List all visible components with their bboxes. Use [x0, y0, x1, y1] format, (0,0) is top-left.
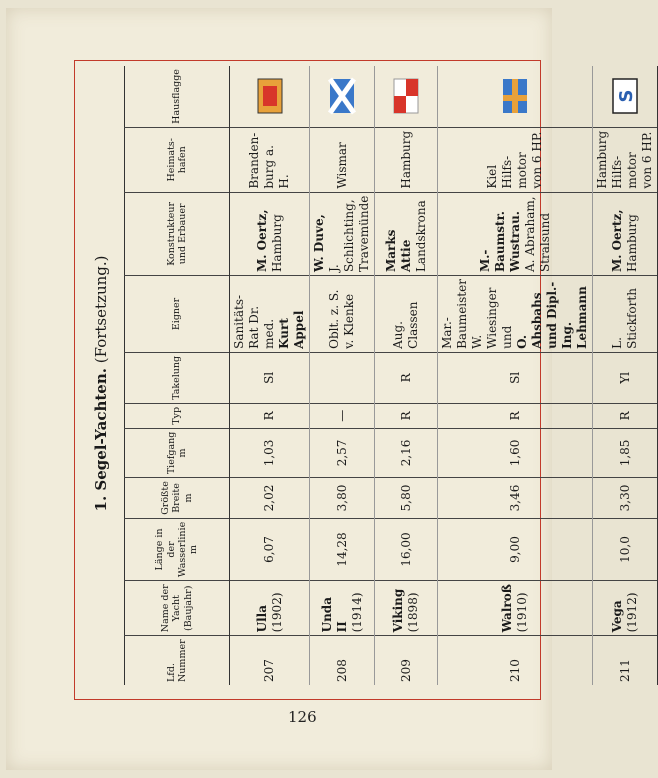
builder-cell	[593, 192, 658, 275]
rig-value: Yl	[593, 352, 658, 403]
builder-line-1: Marks Attie	[383, 229, 413, 273]
rig-value: Sl	[438, 352, 593, 403]
home-port: Hamburg Hilfs-motor von 6 HP.	[593, 127, 658, 192]
section-title-rest: (Fortsetzung.)	[92, 255, 110, 364]
header-laenge: Länge in der Wasserlinie m	[125, 518, 230, 580]
beam-value: 3,30	[593, 478, 658, 519]
owner-line-2: O. Ahsbahs und Dipl.-Ing. Lehmann	[515, 281, 589, 349]
rig-value: R	[375, 352, 438, 403]
header-nr: Lfd. Nummer	[125, 636, 230, 685]
header-breite: Größte Breite m	[125, 478, 230, 519]
house-flag-cell	[375, 66, 438, 127]
header-row	[125, 66, 230, 685]
house-flag-cell	[310, 66, 375, 127]
house-flag-icon	[330, 79, 354, 113]
yacht-name: Ulla	[254, 605, 269, 633]
beam-value: 5,80	[375, 478, 438, 519]
section-title	[92, 82, 110, 685]
beam-value: 3,46	[438, 478, 593, 519]
owner-cell	[310, 276, 375, 353]
row-number: 210	[438, 636, 593, 685]
yacht-name-cell	[310, 581, 375, 636]
builder-line-3: Stralsund	[537, 212, 552, 273]
type-value: R	[375, 403, 438, 428]
draft-value: 2,16	[375, 428, 438, 477]
yacht-year: (1910)	[515, 592, 529, 633]
length-value: 10,0	[593, 518, 658, 580]
home-port: Hamburg	[375, 127, 438, 192]
owner-line-1: Mar.-Baumeister W. Wiesinger und	[440, 279, 514, 349]
owner-cell	[593, 276, 658, 353]
header-konstrukteur: Konstrukteur und Erbauer	[125, 192, 230, 275]
header-eigner: Eigner	[125, 276, 230, 353]
yacht-name: Walroß	[500, 584, 514, 633]
yacht-name-cell	[438, 581, 593, 636]
builder-line-1: W. Duve,	[312, 214, 326, 273]
builder-cell	[230, 192, 310, 275]
type-value: R	[593, 403, 658, 428]
header-heimatshafen: Heimats-hafen	[125, 127, 230, 192]
yacht-name-cell	[230, 581, 310, 636]
owner-cell	[438, 276, 593, 353]
owner-line-1: Oblt. z. S. v. Klenke	[327, 289, 356, 349]
length-value: 9,00	[438, 518, 593, 580]
owner-line-1: Aug. Classen	[391, 301, 420, 349]
house-flag-icon	[613, 79, 637, 113]
table-row	[230, 66, 310, 685]
yacht-name: Vega	[610, 600, 624, 633]
owner-line-1: L. Stickforth	[610, 288, 639, 349]
table-row	[593, 66, 658, 685]
owner-line-1: Sanitäts-Rat Dr. med.	[232, 294, 276, 349]
yacht-year: (1912)	[625, 592, 639, 633]
row-number: 209	[375, 636, 438, 685]
yacht-name: Viking	[391, 588, 405, 633]
header-hausflagge: Hausflagge	[125, 66, 230, 127]
home-port: Kiel Hilfs-motor von 6 HP.	[438, 127, 593, 192]
beam-value: 2,02	[230, 478, 310, 519]
builder-line-1: M.-Baumstr. Wustrau.	[477, 211, 522, 273]
builder-line-3: Travemünde	[357, 195, 371, 273]
yacht-year: (1902)	[269, 592, 284, 633]
draft-value: 1,03	[230, 428, 310, 477]
draft-value: 2,57	[310, 428, 375, 477]
builder-cell	[375, 192, 438, 275]
rotated-table-block	[86, 69, 654, 685]
builder-line-2: Hamburg	[625, 214, 639, 273]
house-flag-icon	[258, 79, 282, 113]
header-name: Name der Yacht (Baujahr)	[125, 581, 230, 636]
table-row	[438, 66, 593, 685]
yacht-table	[124, 66, 658, 685]
yacht-name: Unda II	[319, 597, 349, 633]
header-takelung: Takelung	[125, 352, 230, 403]
page-number: 126	[288, 708, 317, 726]
beam-value: 3,80	[310, 478, 375, 519]
length-value: 16,00	[375, 518, 438, 580]
builder-line-2: J. Schlichting,	[327, 199, 356, 273]
owner-cell	[230, 276, 310, 353]
rig-value	[310, 352, 375, 403]
builder-cell	[438, 192, 593, 275]
type-value: R	[230, 403, 310, 428]
owner-cell	[375, 276, 438, 353]
rig-value: Sl	[230, 352, 310, 403]
builder-line-1: M. Oertz,	[254, 209, 269, 273]
length-value: 14,28	[310, 518, 375, 580]
house-flag-icon	[503, 79, 527, 113]
owner-line-2: Kurt Appel	[277, 310, 306, 349]
home-port: Branden-burg a. H.	[230, 127, 310, 192]
builder-line-1: M. Oertz,	[610, 209, 624, 273]
row-number: 207	[230, 636, 310, 685]
type-value: —	[310, 403, 375, 428]
yacht-name-cell	[375, 581, 438, 636]
house-flag-icon	[394, 79, 418, 113]
builder-line-2: A. Abraham,	[522, 196, 537, 273]
builder-line-2: Landskrona	[413, 200, 428, 273]
svg-text:S: S	[616, 89, 637, 103]
draft-value: 1,85	[593, 428, 658, 477]
house-flag-cell	[593, 66, 658, 127]
builder-cell	[310, 192, 375, 275]
row-number: 211	[593, 636, 658, 685]
row-number: 208	[310, 636, 375, 685]
house-flag-cell	[438, 66, 593, 127]
length-value: 6,07	[230, 518, 310, 580]
section-title-bold: 1. Segel-Yachten.	[92, 368, 110, 512]
builder-line-2: Hamburg	[269, 214, 284, 273]
table-row	[310, 66, 375, 685]
house-flag-cell	[230, 66, 310, 127]
header-typ: Typ	[125, 403, 230, 428]
type-value: R	[438, 403, 593, 428]
header-tiefgang: Tiefgang m	[125, 428, 230, 477]
table-row	[375, 66, 438, 685]
yacht-year: (1914)	[349, 592, 364, 633]
yacht-name-cell	[593, 581, 658, 636]
draft-value: 1,60	[438, 428, 593, 477]
yacht-year: (1898)	[406, 592, 420, 633]
home-port: Wismar	[310, 127, 375, 192]
